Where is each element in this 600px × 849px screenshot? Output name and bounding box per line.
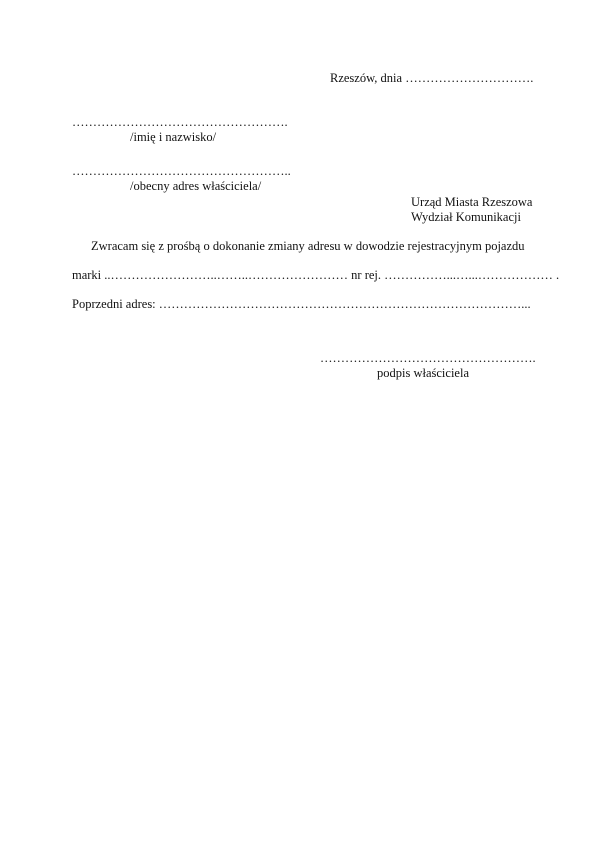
- address-fill-line: ……………………………………………..: [72, 164, 291, 178]
- signature-fill-line: …………………………………………….: [320, 351, 536, 365]
- place-date-line: Rzeszów, dnia ………………………….: [330, 71, 534, 85]
- vehicle-details-line: marki ..……………………..……..…………………… nr rej. ……………...…...……………… .: [72, 268, 560, 282]
- previous-address-line: Poprzedni adres: ……………………………………………………………………………...: [72, 297, 531, 311]
- recipient-department: Wydział Komunikacji: [411, 210, 521, 224]
- name-fill-line: …………………………………………….: [72, 115, 288, 129]
- name-caption: /imię i nazwisko/: [130, 130, 217, 144]
- signature-caption: podpis właściciela: [377, 366, 469, 380]
- request-text: Zwracam się z prośbą o dokonanie zmiany adresu w dowodzie rejestracyjnym pojazdu: [91, 239, 525, 253]
- address-caption: /obecny adres właściciela/: [130, 179, 262, 193]
- recipient-office: Urząd Miasta Rzeszowa: [411, 195, 533, 209]
